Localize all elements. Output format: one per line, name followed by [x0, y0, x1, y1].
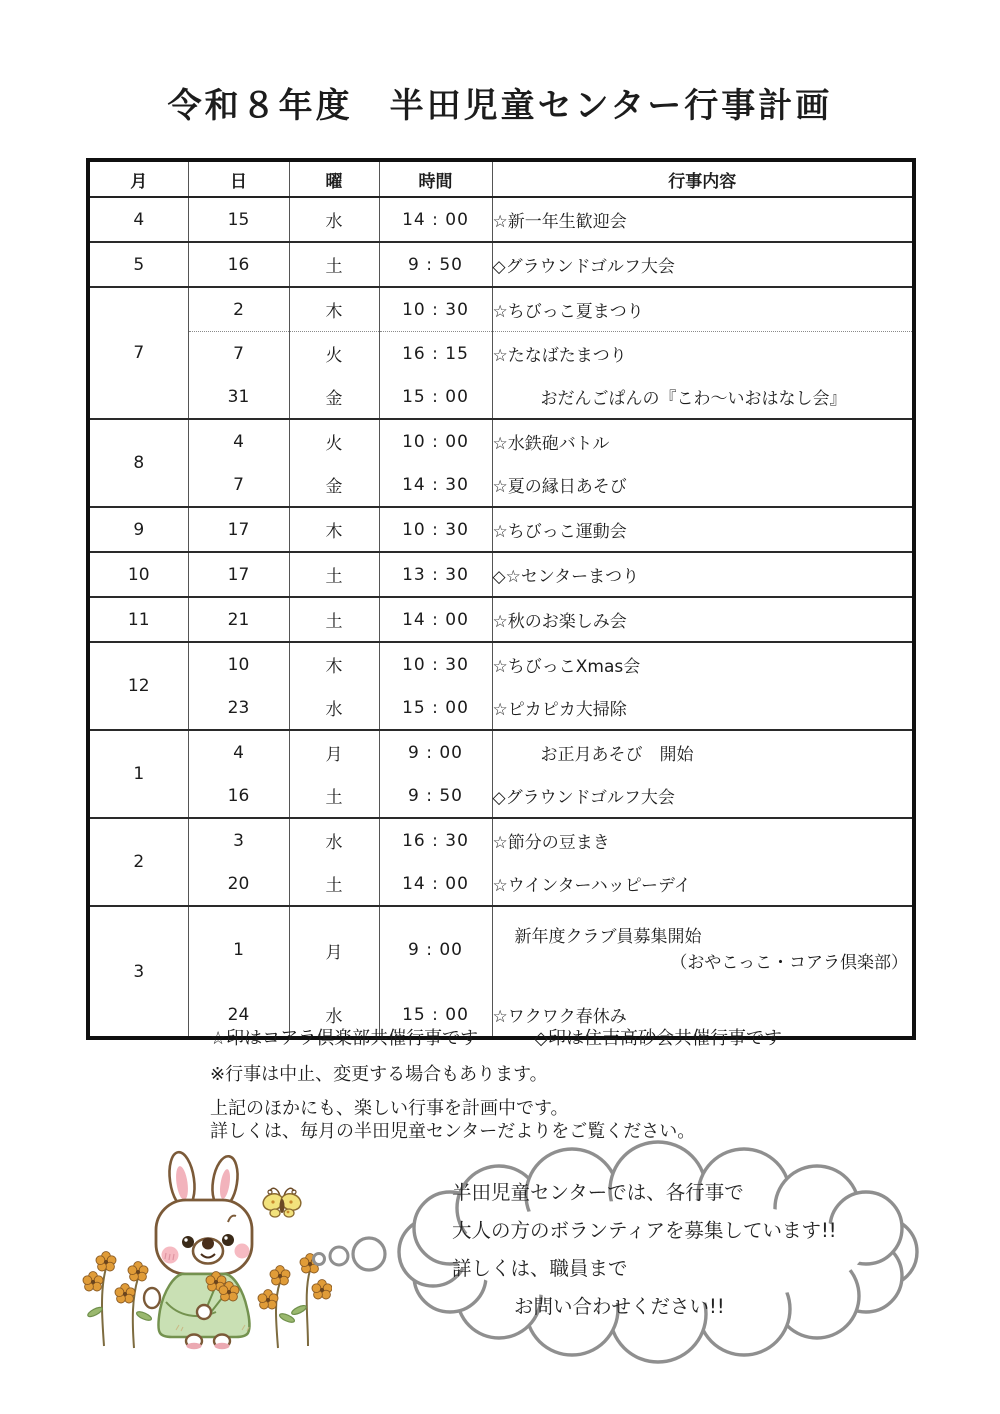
table-row: [88, 287, 914, 332]
weekday-cell: 土: [289, 242, 379, 287]
table-row: [88, 242, 914, 287]
thought-bubble-trail: [306, 1228, 398, 1280]
cloud-line-4: お問い合わせください!!: [514, 1295, 725, 1318]
weekday-cell: 土: [289, 774, 379, 818]
weekday-cell: 木: [289, 507, 379, 552]
day-cell: 7: [188, 463, 289, 507]
table-header-row: [88, 160, 914, 197]
event-cell: ☆水鉄砲バトル: [492, 419, 914, 463]
table-row: [88, 463, 914, 507]
weekday-cell: 水: [289, 686, 379, 730]
event-cell: お正月あそび 開始: [492, 730, 914, 774]
legend-diamond-note: ◇印は住吉高砂会共催行事です: [534, 1028, 782, 1049]
event-cell: ☆ちびっこ夏まつり: [492, 287, 914, 332]
month-cell: 2: [88, 818, 188, 906]
table-row: [88, 642, 914, 686]
weekday-cell: 水: [289, 993, 379, 1038]
day-cell: 7: [188, 332, 289, 376]
event-cell: ☆ちびっこ運動会: [492, 507, 914, 552]
event-line-2: （おやこっこ・コアラ倶楽部）: [670, 953, 908, 973]
day-cell: 16: [188, 242, 289, 287]
month-cell: 12: [88, 642, 188, 730]
month-cell: 9: [88, 507, 188, 552]
time-cell: 14 : 00: [379, 597, 492, 642]
month-cell: 4: [88, 197, 188, 242]
time-cell: 9 : 00: [379, 906, 492, 993]
day-cell: 10: [188, 642, 289, 686]
event-cell: ◇☆センターまつり: [492, 552, 914, 597]
table-row: [88, 906, 914, 993]
month-cell: 7: [88, 287, 188, 419]
time-cell: 13 : 30: [379, 552, 492, 597]
month-cell: 5: [88, 242, 188, 287]
weekday-cell: 木: [289, 287, 379, 332]
event-cell: ◇グラウンドゴルフ大会: [492, 242, 914, 287]
speech-cloud-text: [452, 1174, 837, 1326]
col-header-day: 日: [188, 160, 289, 197]
time-cell: 9 : 50: [379, 774, 492, 818]
col-header-weekday: 曜: [289, 160, 379, 197]
day-cell: 24: [188, 993, 289, 1038]
weekday-cell: 金: [289, 463, 379, 507]
weekday-cell: 月: [289, 730, 379, 774]
time-cell: 9 : 00: [379, 730, 492, 774]
event-cell: [492, 906, 914, 993]
rabbit-flowers-illustration: [82, 1150, 332, 1350]
day-cell: 4: [188, 730, 289, 774]
table-row: [88, 730, 914, 774]
time-cell: 14 : 00: [379, 197, 492, 242]
legend-note: [210, 1024, 782, 1050]
time-cell: 14 : 30: [379, 463, 492, 507]
time-cell: 14 : 00: [379, 862, 492, 906]
cloud-line-1: 半田児童センターでは、各行事で: [452, 1181, 744, 1204]
weekday-cell: 金: [289, 375, 379, 419]
info-note-line-2: 詳しくは、毎月の半田児童センターだよりをご覧ください。: [210, 1121, 696, 1142]
weekday-cell: 土: [289, 552, 379, 597]
month-cell: 8: [88, 419, 188, 507]
weekday-cell: 水: [289, 197, 379, 242]
table-row: [88, 419, 914, 463]
legend-star-note: ☆印はコアラ倶楽部共催行事です: [210, 1028, 479, 1049]
event-cell: ☆ワクワク春休み: [492, 993, 914, 1038]
butterfly-icon: [261, 1188, 303, 1217]
info-note: [210, 1097, 695, 1143]
event-cell: ☆秋のお楽しみ会: [492, 597, 914, 642]
info-note-line-1: 上記のほかにも、楽しい行事を計画中です。: [210, 1098, 569, 1119]
col-header-month: 月: [88, 160, 188, 197]
time-cell: 16 : 15: [379, 332, 492, 376]
month-cell: 11: [88, 597, 188, 642]
speech-cloud: [386, 1140, 946, 1370]
event-cell: ☆新一年生歓迎会: [492, 197, 914, 242]
time-cell: 10 : 30: [379, 507, 492, 552]
weekday-cell: 土: [289, 862, 379, 906]
month-cell: 1: [88, 730, 188, 818]
month-cell: 3: [88, 906, 188, 1038]
table-row: [88, 552, 914, 597]
day-cell: 20: [188, 862, 289, 906]
day-cell: 4: [188, 419, 289, 463]
time-cell: 15 : 00: [379, 375, 492, 419]
event-cell: ◇グラウンドゴルフ大会: [492, 774, 914, 818]
day-cell: 2: [188, 287, 289, 332]
day-cell: 15: [188, 197, 289, 242]
time-cell: 10 : 30: [379, 642, 492, 686]
table-row: [88, 507, 914, 552]
rabbit: [144, 1151, 252, 1350]
time-cell: 9 : 50: [379, 242, 492, 287]
table-row: [88, 375, 914, 419]
event-cell: ☆ちびっこXmas会: [492, 642, 914, 686]
cloud-line-3: 詳しくは、職員まで: [452, 1257, 628, 1280]
day-cell: 16: [188, 774, 289, 818]
col-header-event: 行事内容: [492, 160, 914, 197]
cloud-line-2: 大人の方のボランティアを募集しています!!: [452, 1219, 837, 1242]
time-cell: 10 : 30: [379, 287, 492, 332]
time-cell: 16 : 30: [379, 818, 492, 862]
page-title: 令和８年度 半田児童センター行事計画: [167, 86, 833, 126]
weekday-cell: 土: [289, 597, 379, 642]
day-cell: 17: [188, 507, 289, 552]
col-header-time: 時間: [379, 160, 492, 197]
time-cell: 15 : 00: [379, 993, 492, 1038]
day-cell: 31: [188, 375, 289, 419]
day-cell: 21: [188, 597, 289, 642]
caution-note: ※行事は中止、変更する場合もあります。: [210, 1064, 548, 1085]
day-cell: 3: [188, 818, 289, 862]
table-row: [88, 862, 914, 906]
table-row: [88, 197, 914, 242]
time-cell: 10 : 00: [379, 419, 492, 463]
event-cell: ☆ウインターハッピーデイ: [492, 862, 914, 906]
event-cell: ☆夏の縁日あそび: [492, 463, 914, 507]
day-cell: 17: [188, 552, 289, 597]
weekday-cell: 火: [289, 419, 379, 463]
table-row: [88, 774, 914, 818]
weekday-cell: 月: [289, 906, 379, 993]
event-schedule-table: [86, 158, 916, 1040]
table-row: [88, 332, 914, 376]
table-row: [88, 818, 914, 862]
day-cell: 1: [188, 906, 289, 993]
weekday-cell: 火: [289, 332, 379, 376]
table-row: [88, 686, 914, 730]
weekday-cell: 水: [289, 818, 379, 862]
event-cell: ☆ピカピカ大掃除: [492, 686, 914, 730]
day-cell: 23: [188, 686, 289, 730]
month-cell: 10: [88, 552, 188, 597]
event-cell: ☆節分の豆まき: [492, 818, 914, 862]
event-cell: おだんごぱんの『こわ～いおはなし会』: [492, 375, 914, 419]
time-cell: 15 : 00: [379, 686, 492, 730]
event-line-1: 新年度クラブ員募集開始: [514, 927, 702, 947]
table-row: [88, 597, 914, 642]
event-cell: ☆たなばたまつり: [492, 332, 914, 376]
weekday-cell: 木: [289, 642, 379, 686]
